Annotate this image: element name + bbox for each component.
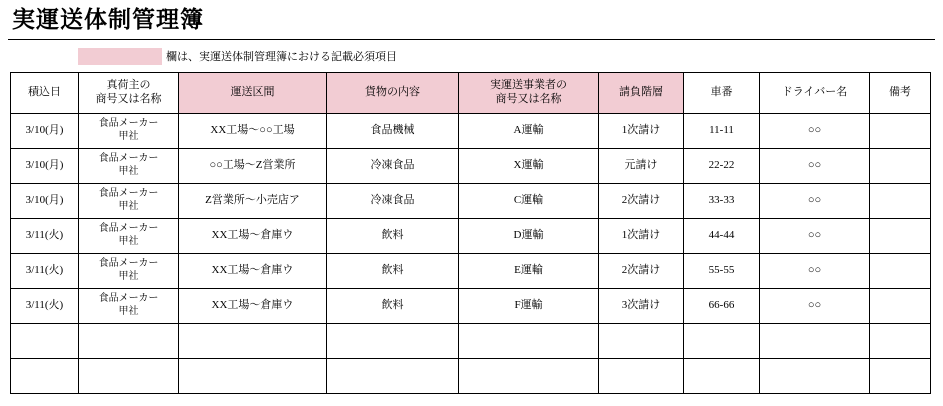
page-title: 実運送体制管理簿 xyxy=(12,7,204,32)
cell-remarks xyxy=(870,358,931,393)
cell-driver-name: ○○ xyxy=(760,148,870,183)
cell-actual-carrier-name: X運輸 xyxy=(459,148,599,183)
column-header-shipper-name xyxy=(79,72,179,113)
cell-shipper-name xyxy=(79,218,179,253)
table-row xyxy=(11,183,931,218)
cell-actual-carrier-name: C運輸 xyxy=(459,183,599,218)
cell-cargo-content: 飲料 xyxy=(327,218,459,253)
table-row xyxy=(11,253,931,288)
cell-load-date: 3/10(月) xyxy=(11,113,79,148)
cell-shipper-name-line2: 甲社 xyxy=(118,270,139,282)
cell-shipper-name-line2: 甲社 xyxy=(118,200,139,212)
table-row xyxy=(11,288,931,323)
column-header-contract-tier: 請負階層 xyxy=(599,72,684,113)
cell-vehicle-number: 44-44 xyxy=(684,218,760,253)
column-header-transport-section: 運送区間 xyxy=(179,72,327,113)
column-header-shipper-name-line1: 真荷主の xyxy=(106,78,151,91)
cell-remarks xyxy=(870,218,931,253)
cell-transport-section: Z営業所～小売店ア xyxy=(179,183,327,218)
cell-vehicle-number: 55-55 xyxy=(684,253,760,288)
cell-shipper-name-line1: 食品メーカー xyxy=(98,258,159,270)
cell-driver-name: ○○ xyxy=(760,113,870,148)
cell-transport-section xyxy=(179,323,327,358)
cell-transport-section: XX工場～倉庫ウ xyxy=(179,288,327,323)
cell-contract-tier: 3次請け xyxy=(599,288,684,323)
cell-driver-name: ○○ xyxy=(760,183,870,218)
cell-shipper-name-line2: 甲社 xyxy=(118,235,139,247)
cell-shipper-name-line1: 食品メーカー xyxy=(98,188,159,200)
cell-remarks xyxy=(870,288,931,323)
cell-remarks xyxy=(870,113,931,148)
column-header-load-date: 積込日 xyxy=(11,72,79,113)
cell-cargo-content: 飲料 xyxy=(327,288,459,323)
cell-shipper-name xyxy=(79,148,179,183)
cell-transport-section: XX工場～倉庫ウ xyxy=(179,253,327,288)
cell-contract-tier xyxy=(599,323,684,358)
cell-shipper-name-line1: 食品メーカー xyxy=(98,153,159,165)
cell-transport-section xyxy=(179,358,327,393)
cell-driver-name: ○○ xyxy=(760,218,870,253)
cell-cargo-content: 飲料 xyxy=(327,253,459,288)
cell-contract-tier: 1次請け xyxy=(599,218,684,253)
cell-remarks xyxy=(870,253,931,288)
cell-vehicle-number: 22-22 xyxy=(684,148,760,183)
cell-vehicle-number xyxy=(684,323,760,358)
required-field-note xyxy=(0,40,943,72)
cell-shipper-name-line1: 食品メーカー xyxy=(98,293,159,305)
cell-shipper-name xyxy=(79,323,179,358)
cell-vehicle-number: 33-33 xyxy=(684,183,760,218)
cell-contract-tier: 2次請け xyxy=(599,253,684,288)
table-row xyxy=(11,113,931,148)
cell-remarks xyxy=(870,148,931,183)
cell-vehicle-number: 11-11 xyxy=(684,113,760,148)
cell-remarks xyxy=(870,323,931,358)
cell-load-date: 3/10(月) xyxy=(11,183,79,218)
cell-actual-carrier-name: E運輸 xyxy=(459,253,599,288)
cell-shipper-name-line2: 甲社 xyxy=(118,305,139,317)
cell-actual-carrier-name xyxy=(459,358,599,393)
cell-shipper-name xyxy=(79,358,179,393)
column-header-actual-carrier-line2: 商号又は名称 xyxy=(495,92,562,105)
cell-contract-tier: 元請け xyxy=(599,148,684,183)
cell-cargo-content xyxy=(327,323,459,358)
table-row xyxy=(11,323,931,358)
column-header-remarks: 備考 xyxy=(870,72,931,113)
cell-actual-carrier-name: F運輸 xyxy=(459,288,599,323)
cell-driver-name: ○○ xyxy=(760,288,870,323)
cell-transport-section: ○○工場～Z営業所 xyxy=(179,148,327,183)
cell-actual-carrier-name: D運輸 xyxy=(459,218,599,253)
cell-vehicle-number xyxy=(684,358,760,393)
cell-shipper-name-line2: 甲社 xyxy=(118,130,139,142)
table-header-row xyxy=(11,72,931,113)
cell-cargo-content xyxy=(327,358,459,393)
cell-cargo-content: 冷凍食品 xyxy=(327,148,459,183)
cell-cargo-content: 食品機械 xyxy=(327,113,459,148)
cell-driver-name xyxy=(760,358,870,393)
cell-shipper-name xyxy=(79,183,179,218)
cell-load-date xyxy=(11,323,79,358)
cell-driver-name xyxy=(760,323,870,358)
required-note-text: 欄は、実運送体制管理簿における記載必須項目 xyxy=(166,51,397,64)
cell-shipper-name xyxy=(79,253,179,288)
cell-shipper-name xyxy=(79,113,179,148)
cell-contract-tier: 1次請け xyxy=(599,113,684,148)
column-header-cargo-content: 貨物の内容 xyxy=(327,72,459,113)
cell-transport-section: XX工場～倉庫ウ xyxy=(179,218,327,253)
cell-shipper-name-line1: 食品メーカー xyxy=(98,223,159,235)
cell-load-date: 3/11(火) xyxy=(11,218,79,253)
column-header-shipper-name-line2: 商号又は名称 xyxy=(95,92,162,105)
required-color-swatch xyxy=(78,48,162,65)
cell-shipper-name-line2: 甲社 xyxy=(118,165,139,177)
cell-vehicle-number: 66-66 xyxy=(684,288,760,323)
cell-shipper-name xyxy=(79,288,179,323)
cell-load-date: 3/11(火) xyxy=(11,288,79,323)
cell-contract-tier xyxy=(599,358,684,393)
cell-contract-tier: 2次請け xyxy=(599,183,684,218)
cell-actual-carrier-name xyxy=(459,323,599,358)
cell-actual-carrier-name: A運輸 xyxy=(459,113,599,148)
column-header-driver-name: ドライバー名 xyxy=(760,72,870,113)
cell-load-date: 3/10(月) xyxy=(11,148,79,183)
table-row xyxy=(11,218,931,253)
cell-transport-section: XX工場～○○工場 xyxy=(179,113,327,148)
table-row xyxy=(11,358,931,393)
column-header-actual-carrier-line1: 実運送事業者の xyxy=(490,78,567,91)
cell-load-date: 3/11(火) xyxy=(11,253,79,288)
transport-ledger-table xyxy=(10,72,931,394)
cell-cargo-content: 冷凍食品 xyxy=(327,183,459,218)
cell-driver-name: ○○ xyxy=(760,253,870,288)
cell-load-date xyxy=(11,358,79,393)
column-header-vehicle-number: 車番 xyxy=(684,72,760,113)
cell-remarks xyxy=(870,183,931,218)
column-header-actual-carrier-name xyxy=(459,72,599,113)
table-body xyxy=(11,113,931,393)
table-row xyxy=(11,148,931,183)
cell-shipper-name-line1: 食品メーカー xyxy=(98,118,159,130)
